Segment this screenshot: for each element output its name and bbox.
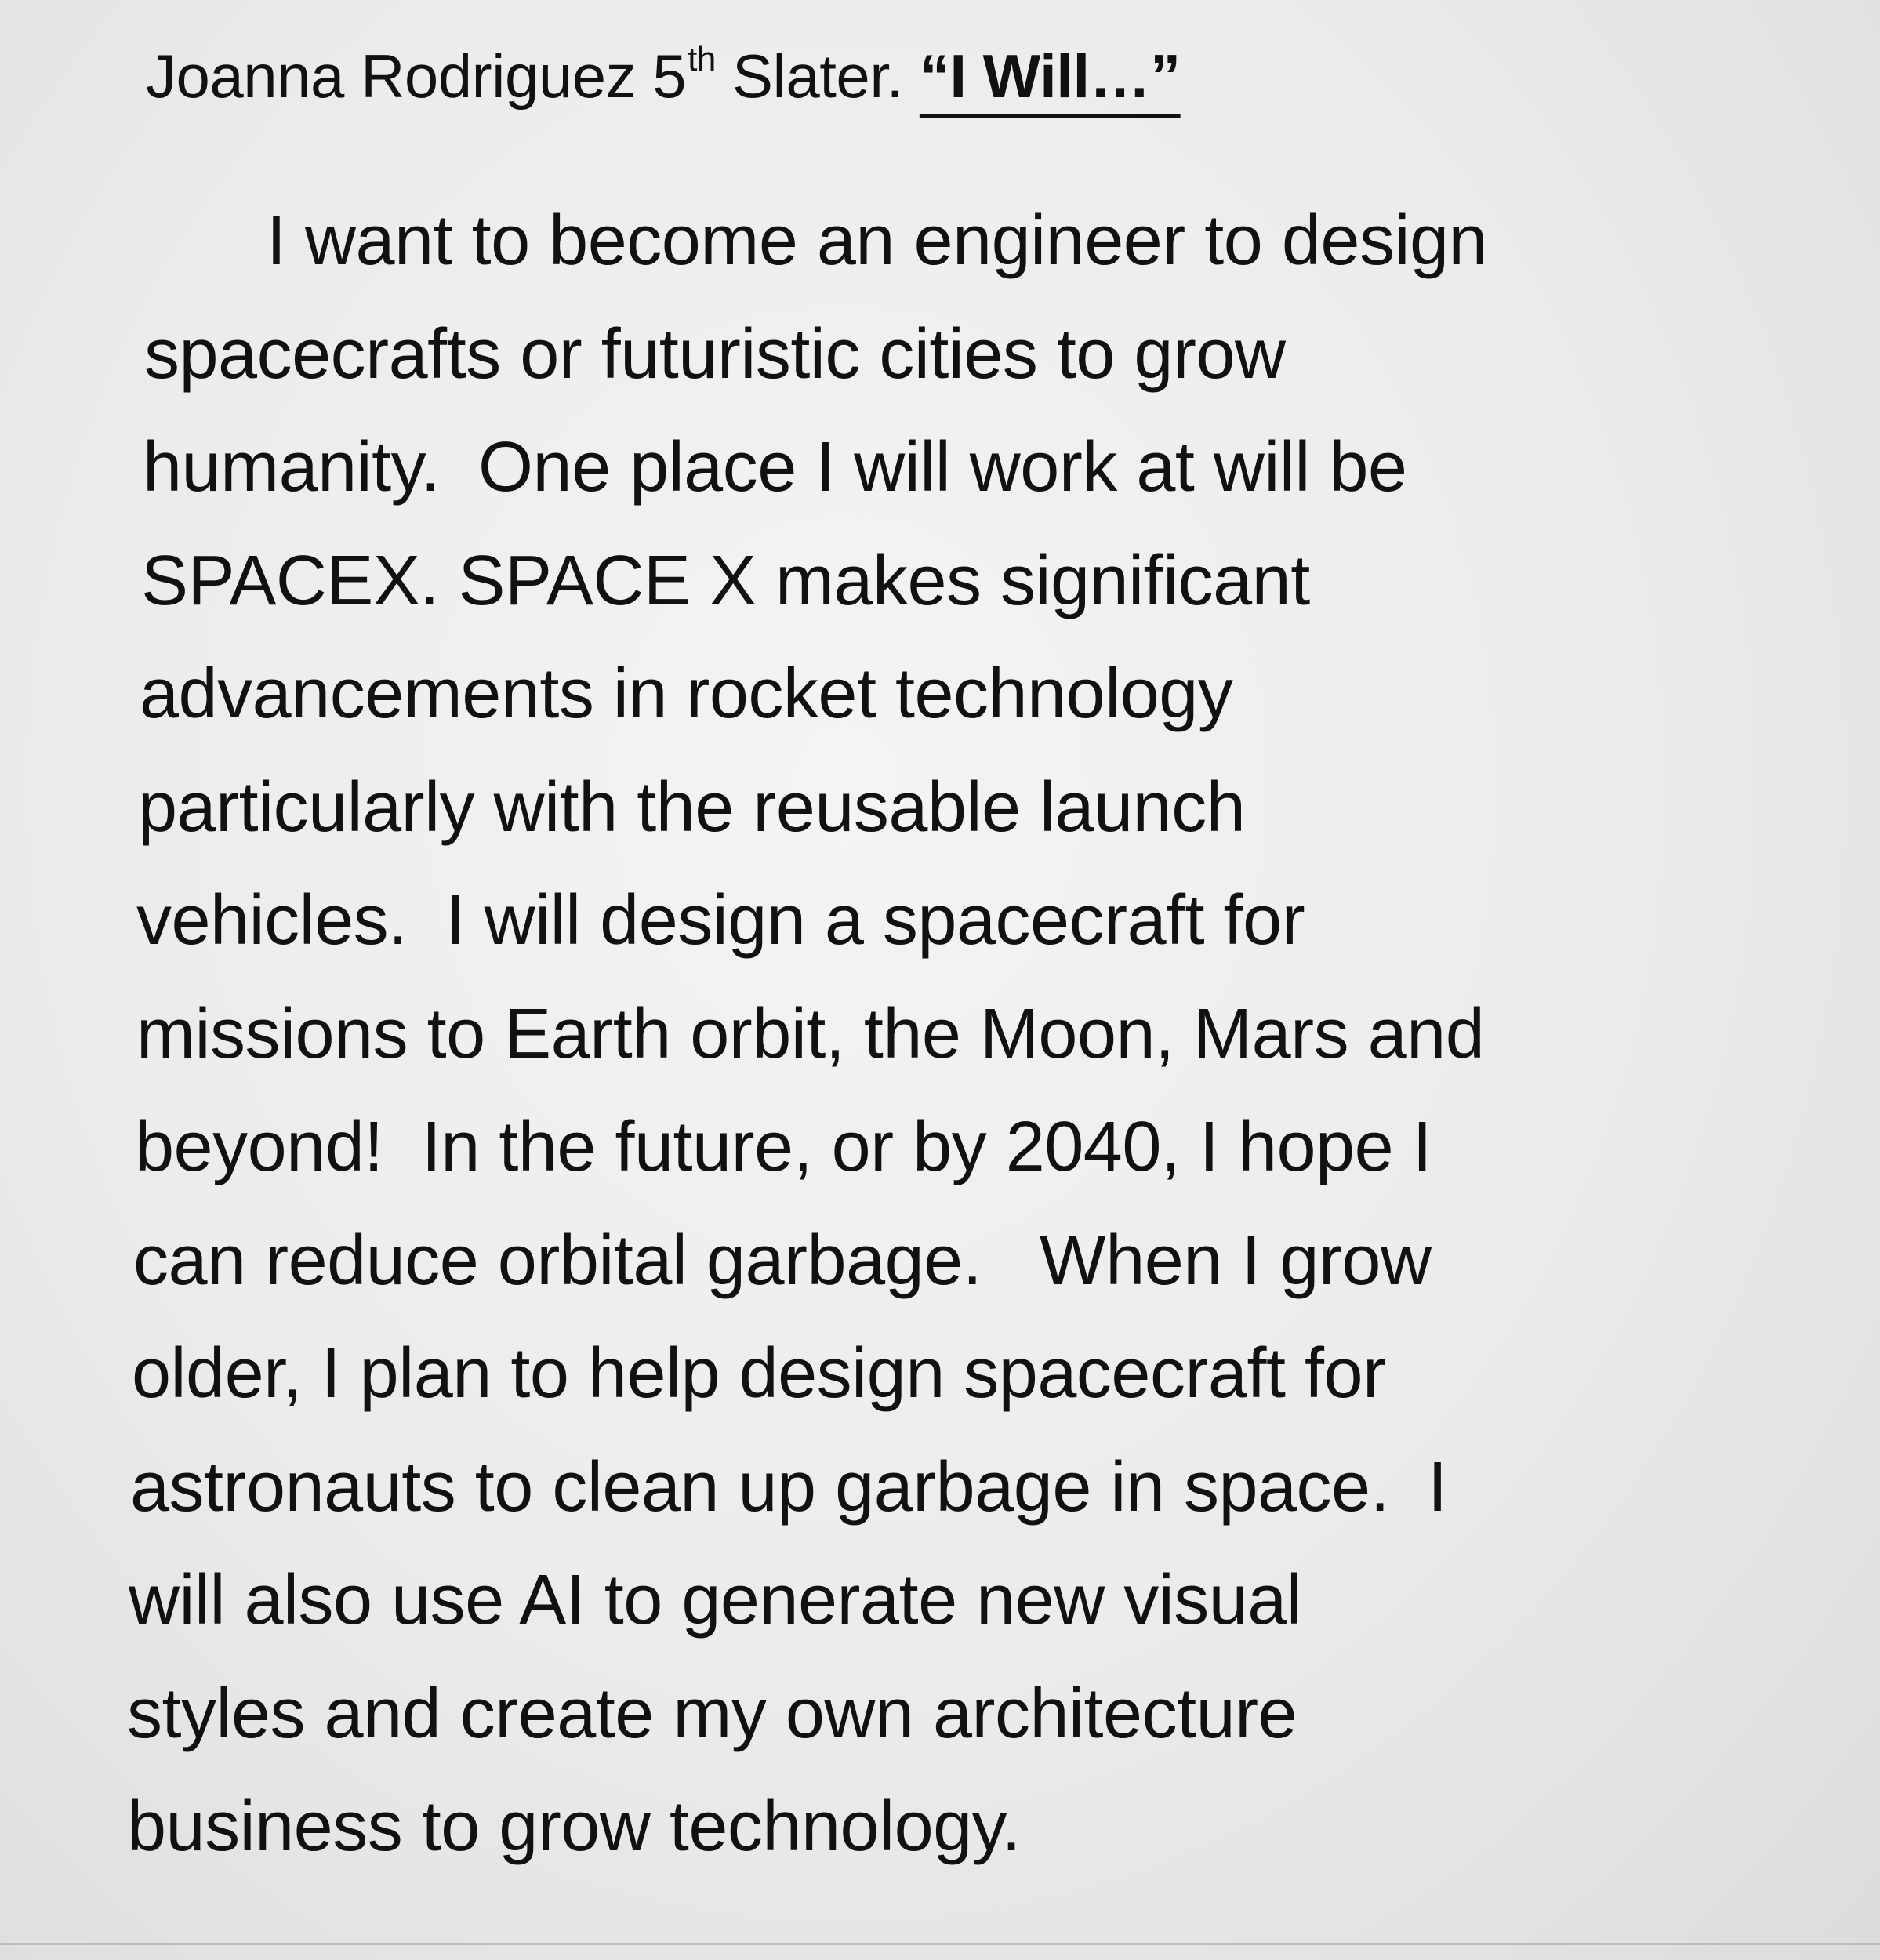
essay-line: beyond! In the future, or by 2040, I hope I xyxy=(135,1108,1432,1186)
essay-line: humanity. One place I will work at will be xyxy=(143,428,1407,506)
essay-line: astronauts to clean up garbage in space. I xyxy=(130,1448,1447,1526)
essay-line: business to grow technology. xyxy=(127,1788,1022,1866)
teacher-name: Slater. xyxy=(715,42,920,111)
grade-ordinal-suffix: th xyxy=(688,40,716,78)
essay-line: older, I plan to help design spacecraft for xyxy=(132,1334,1386,1413)
student-name: Joanna Rodriguez 5 xyxy=(146,42,687,111)
essay-header xyxy=(146,40,1181,111)
essay-line: SPACEX. SPACE X makes significant xyxy=(141,542,1310,620)
essay-line: styles and create my own architecture xyxy=(127,1675,1297,1753)
essay-line: I want to become an engineer to design xyxy=(267,201,1488,280)
essay-line: particularly with the reusable launch xyxy=(138,768,1246,847)
essay-line: can reduce orbital garbage. When I grow xyxy=(133,1221,1432,1300)
essay-line: vehicles. I will design a spacecraft for xyxy=(136,881,1305,960)
page-bottom-edge xyxy=(0,1943,1880,1945)
essay-line: missions to Earth orbit, the Moon, Mars and xyxy=(136,995,1485,1073)
essay-title: “I Will…” xyxy=(919,42,1181,111)
essay-line: will also use AI to generate new visual xyxy=(129,1561,1302,1639)
essay-line: advancements in rocket technology xyxy=(140,655,1233,733)
essay-line: spacecrafts or futuristic cities to grow xyxy=(144,315,1286,394)
